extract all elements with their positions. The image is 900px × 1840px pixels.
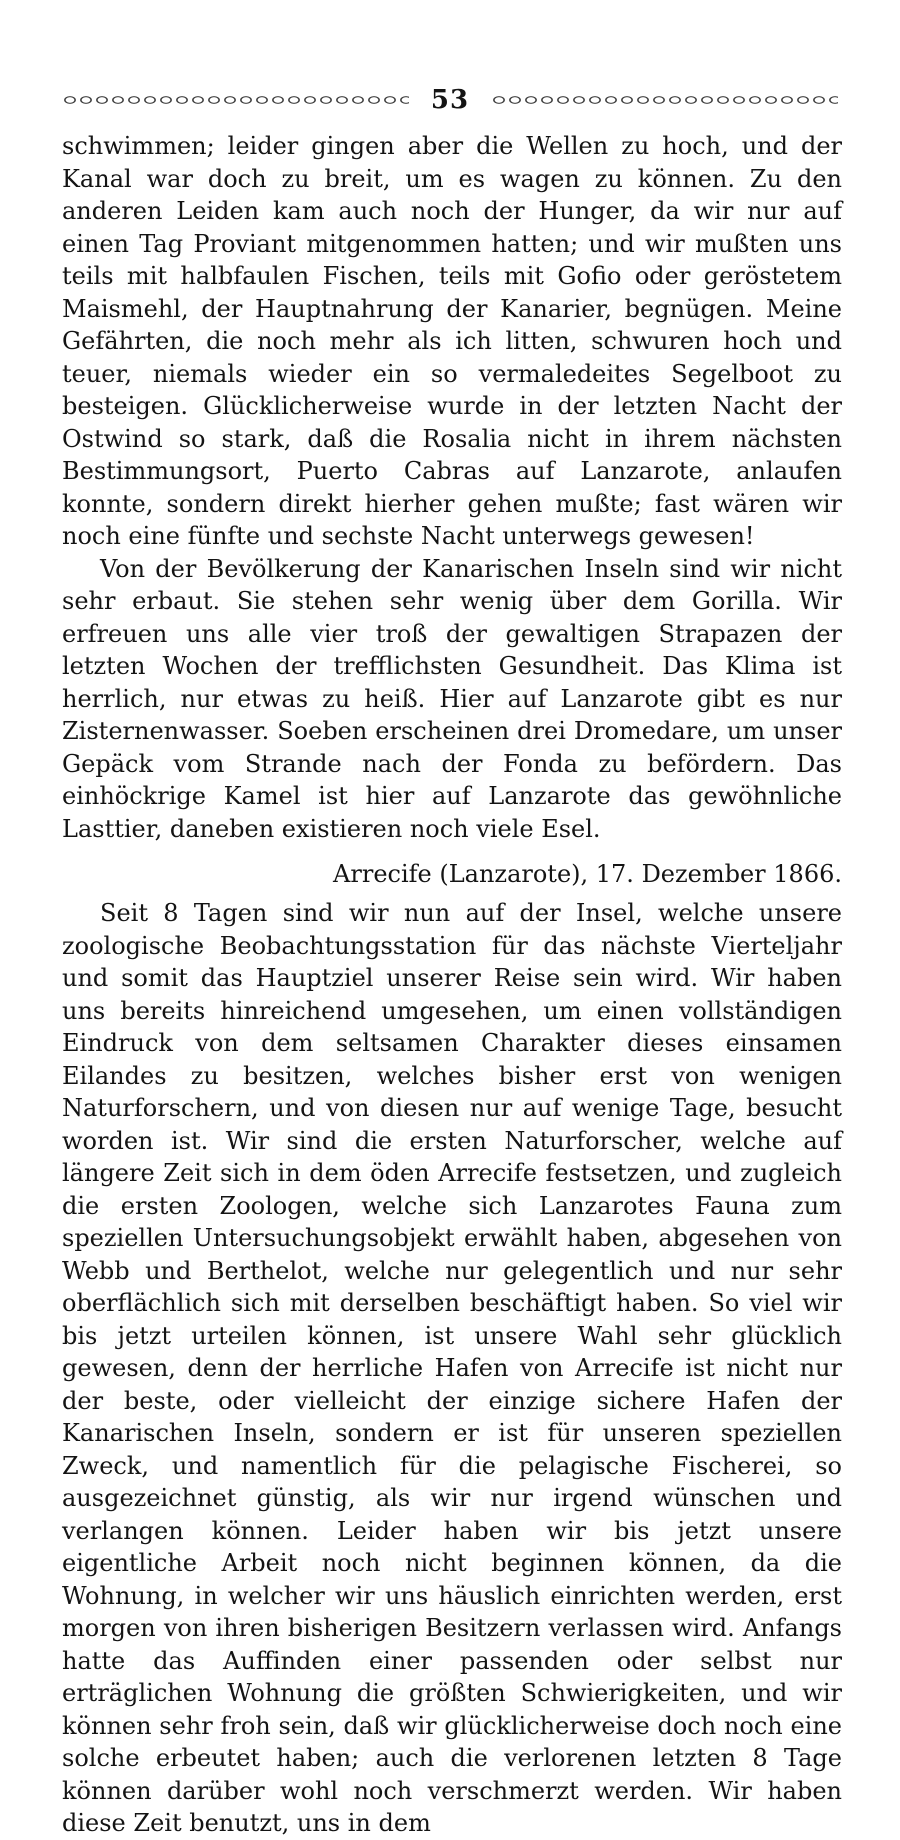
ornament-band-right (491, 93, 838, 107)
paragraph-population: Von der Bevölkerung der Kanarischen Inseln sind wir nicht sehr erbaut. Sie stehen sehr wenig über dem Gorilla. Wir erfreuen uns alle vier troß der gewaltigen Strapazen der letzten Wochen der trefflichsten Gesundheit. Das Klima ist herrlich, nur etwas zu heiß. Hier auf Lanzarote gibt es nur Zisternenwasser. Soeben erscheinen drei Dromedare, um unser Gepäck vom Strande nach der Fonda zu befördern. Das einhöckrige Kamel ist hier auf Lanzarote das gewöhnliche Lasttier, daneben existieren noch viele Esel. (62, 554, 842, 843)
ornament-band-left (62, 93, 409, 107)
page-number: 53 (430, 85, 470, 115)
dateline: Arrecife (Lanzarote), 17. Dezember 1866. (333, 860, 842, 888)
paragraph-continued: schwimmen; leider gingen aber die Wellen zu hoch, und der Kanal war doch zu breit, um es wagen zu können. Zu den anderen Leiden kam auch noch der Hunger, da wir nur auf einen Tag Proviant mitgenommen hatten; und wir mußten uns teils mit halbfaulen Fischen, teils mit Gofio oder geröstetem Maismehl, der Hauptnahrung der Kanarier, begnügen. Meine Gefährten, die noch mehr als ich litten, schwuren hoch und teuer, niemals wieder ein so vermaledeites Segelboot zu besteigen. Glücklicherweise wurde in der letzten Nacht der Ostwind so stark, daß die Rosalia nicht in ihrem nächsten Bestimmungsort, Puerto Cabras auf Lanzarote, anlaufen konnte, sondern direkt hierher gehen mußte; fast wären wir noch eine fünfte und sechste Nacht unterwegs gewesen! (62, 132, 842, 550)
paragraph-island: Seit 8 Tagen sind wir nun auf der Insel, welche unsere zoologische Beobachtungsstation für das nächste Vierteljahr und somit das Hauptziel unserer Reise sein wird. Wir haben uns bereits hinreichend umgesehen, um einen vollständigen Eindruck von dem seltsamen Charakter dieses einsamen Eilandes zu besitzen, welches bisher erst von wenigen Naturforschern, und von diesen nur auf wenige Tage, besucht worden ist. Wir sind die ersten Naturforscher, welche auf längere Zeit sich in dem öden Arrecife festsetzen, und zugleich die ersten Zoologen, welche sich Lanzarotes Fauna zum speziellen Untersuchungsobjekt erwählt haben, abgesehen von Webb und Berthelot, welche nur gelegentlich und nur sehr oberflächlich sich mit derselben beschäftigt haben. So viel wir bis jetzt urteilen können, ist unsere Wahl sehr glücklich gewesen, denn der herrliche Hafen von Arrecife ist nicht nur der beste, oder vielleicht der einzige sichere Hafen der Kanarischen Inseln, sondern er ist für unseren speziellen Zweck, und namentlich für die pelagische Fischerei, so ausgezeichnet günstig, als wir nur irgend wünschen und verlangen können. Leider haben wir bis jetzt unsere eigentliche Arbeit noch nicht beginnen können, da die Wohnung, in welcher wir uns häuslich einrichten werden, erst morgen von ihren bisherigen Besitzern verlassen wird. Anfangs hatte das Auffinden einer passenden oder selbst nur erträglichen Wohnung die größten Schwierigkeiten, und wir können sehr froh sein, daß wir glücklicherweise doch noch eine solche erbeutet haben; auch die verlorenen letzten 8 Tage können darüber wohl noch verschmerzt werden. Wir haben diese Zeit benutzt, uns in dem (62, 899, 842, 1837)
main-text (62, 130, 842, 1840)
running-header (62, 78, 838, 122)
